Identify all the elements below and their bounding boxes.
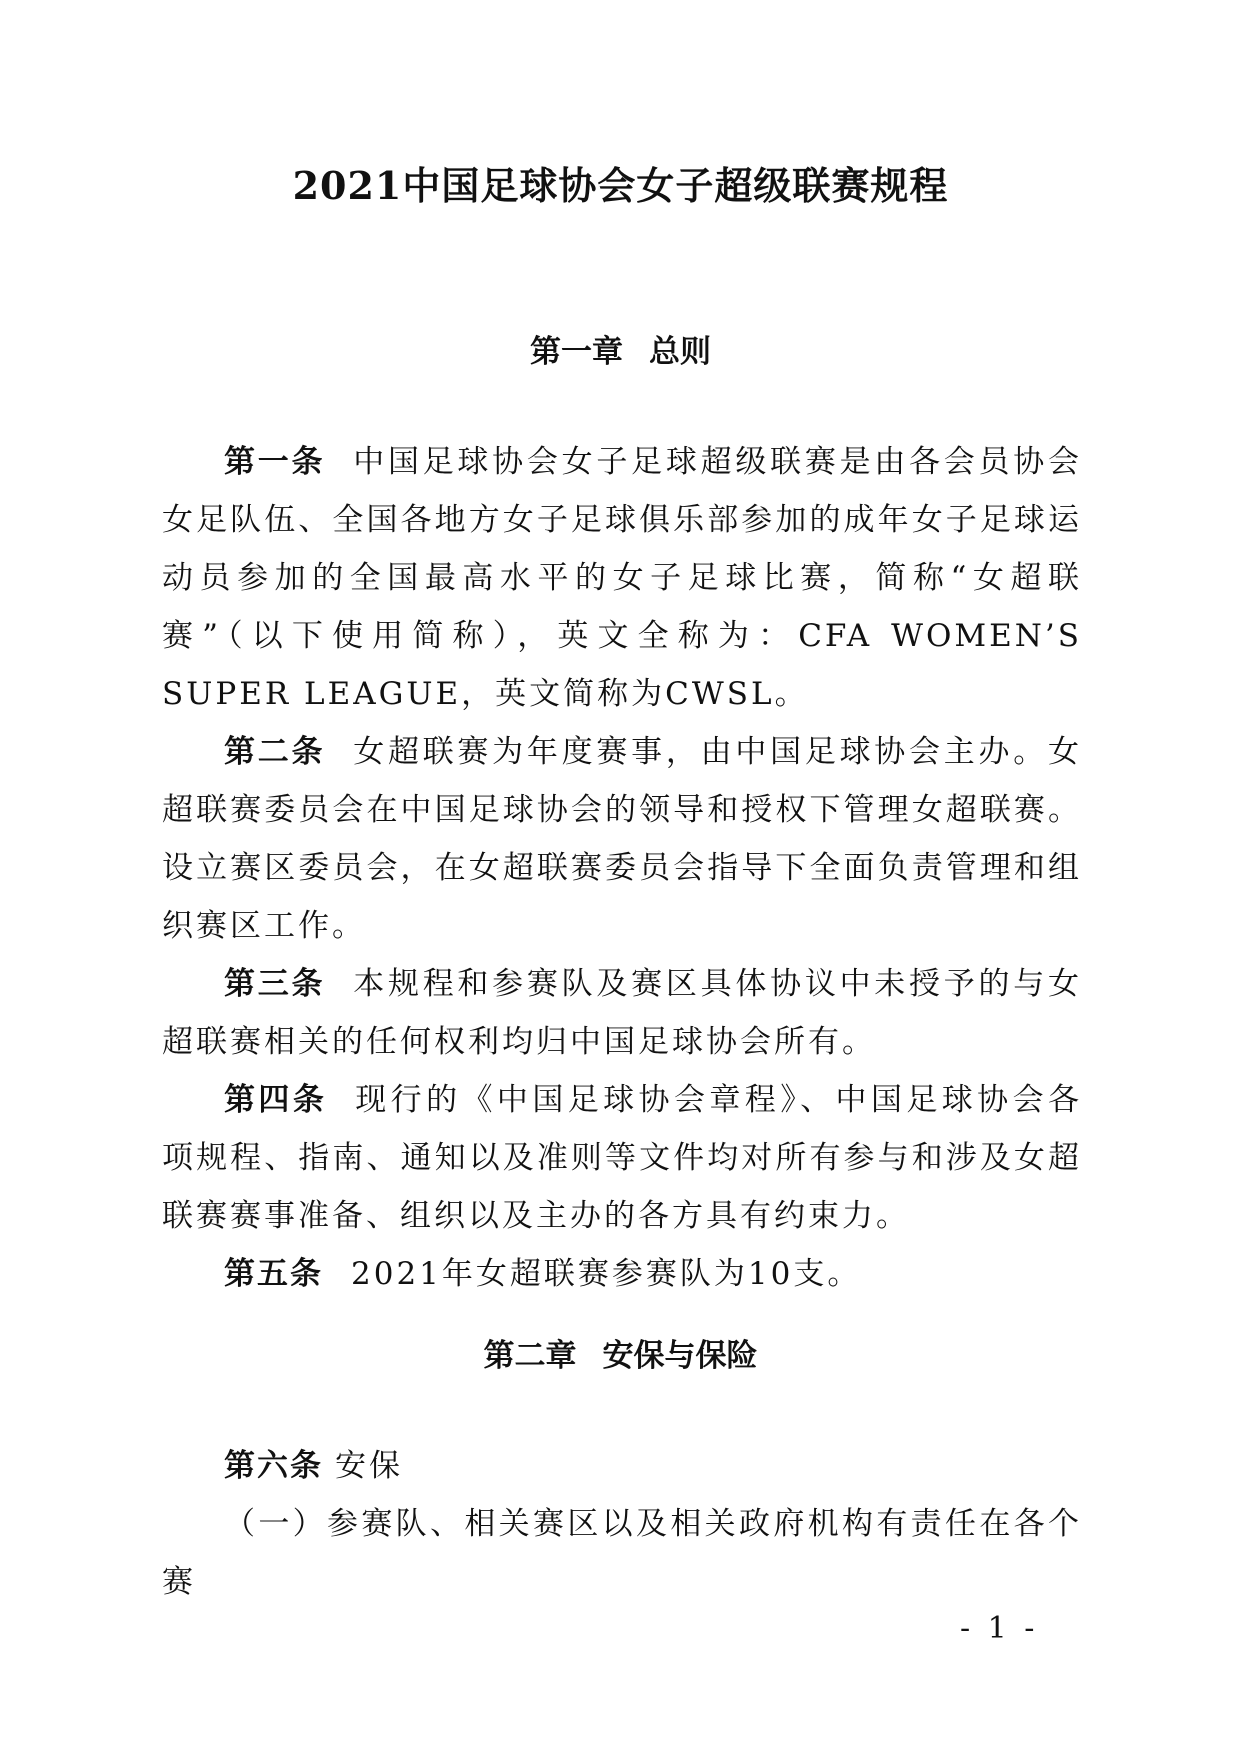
document-title: 2021中国足球协会女子超级联赛规程 (292, 163, 949, 208)
article-text: 现行的《中国足球协会章程》、中国足球协会各项规程、指南、通知以及准则等文件均对所有参与和涉及女超联赛赛事准备、组织以及主办的各方具有约束力。 (162, 1082, 1083, 1234)
chapter-2-body (162, 1437, 1082, 1611)
article-label: 第四条 (224, 1082, 328, 1118)
chapter-2-heading (0, 1330, 1241, 1375)
item-text: （一）参赛队、相关赛区以及相关政府机构有责任在各个赛 (162, 1506, 1082, 1600)
article-3 (162, 955, 1082, 1071)
chapter-2-number: 第二章 (483, 1338, 577, 1374)
article-label: 第五条 (224, 1256, 323, 1292)
chapter-1-heading (0, 326, 1241, 371)
chapter-1-body (162, 433, 1082, 1303)
article-label: 第一条 (224, 444, 326, 480)
article-1 (162, 433, 1082, 723)
article-text: 中国足球协会女子足球超级联赛是由各会员协会女足队伍、全国各地方女子足球俱乐部参加的成年女子足球运动员参加的全国最高水平的女子足球比赛，简称“女超联赛”（以下使用简称），英文全称为：CFA WOMEN’S SUPER LEAGUE，英文简称为CWSL。 (162, 444, 1082, 712)
article-4 (162, 1071, 1082, 1245)
article-2 (162, 723, 1082, 955)
article-label: 第二条 (224, 734, 326, 770)
chapter-1-number: 第一章 (530, 334, 623, 370)
article-5 (162, 1245, 1082, 1303)
chapter-1-name: 总则 (649, 334, 711, 370)
chapter-2-name: 安保与保险 (602, 1338, 758, 1374)
article-text: 本规程和参赛队及赛区具体协议中未授予的与女超联赛相关的任何权利均归中国足球协会所有。 (162, 966, 1082, 1060)
article-6-heading (162, 1437, 1082, 1495)
article-text: 2021年女超联赛参赛队为10支。 (351, 1256, 862, 1292)
article-title: 安保 (335, 1448, 403, 1484)
article-label: 第三条 (224, 966, 326, 1002)
page-number: - 1 - (960, 1611, 1039, 1646)
article-text: 女超联赛为年度赛事，由中国足球协会主办。女超联赛委员会在中国足球协会的领导和授权下管理女超联赛。设立赛区委员会，在女超联赛委员会指导下全面负责管理和组织赛区工作。 (162, 734, 1082, 944)
article-label: 第六条 (224, 1448, 323, 1484)
article-6-item-1 (162, 1495, 1082, 1611)
